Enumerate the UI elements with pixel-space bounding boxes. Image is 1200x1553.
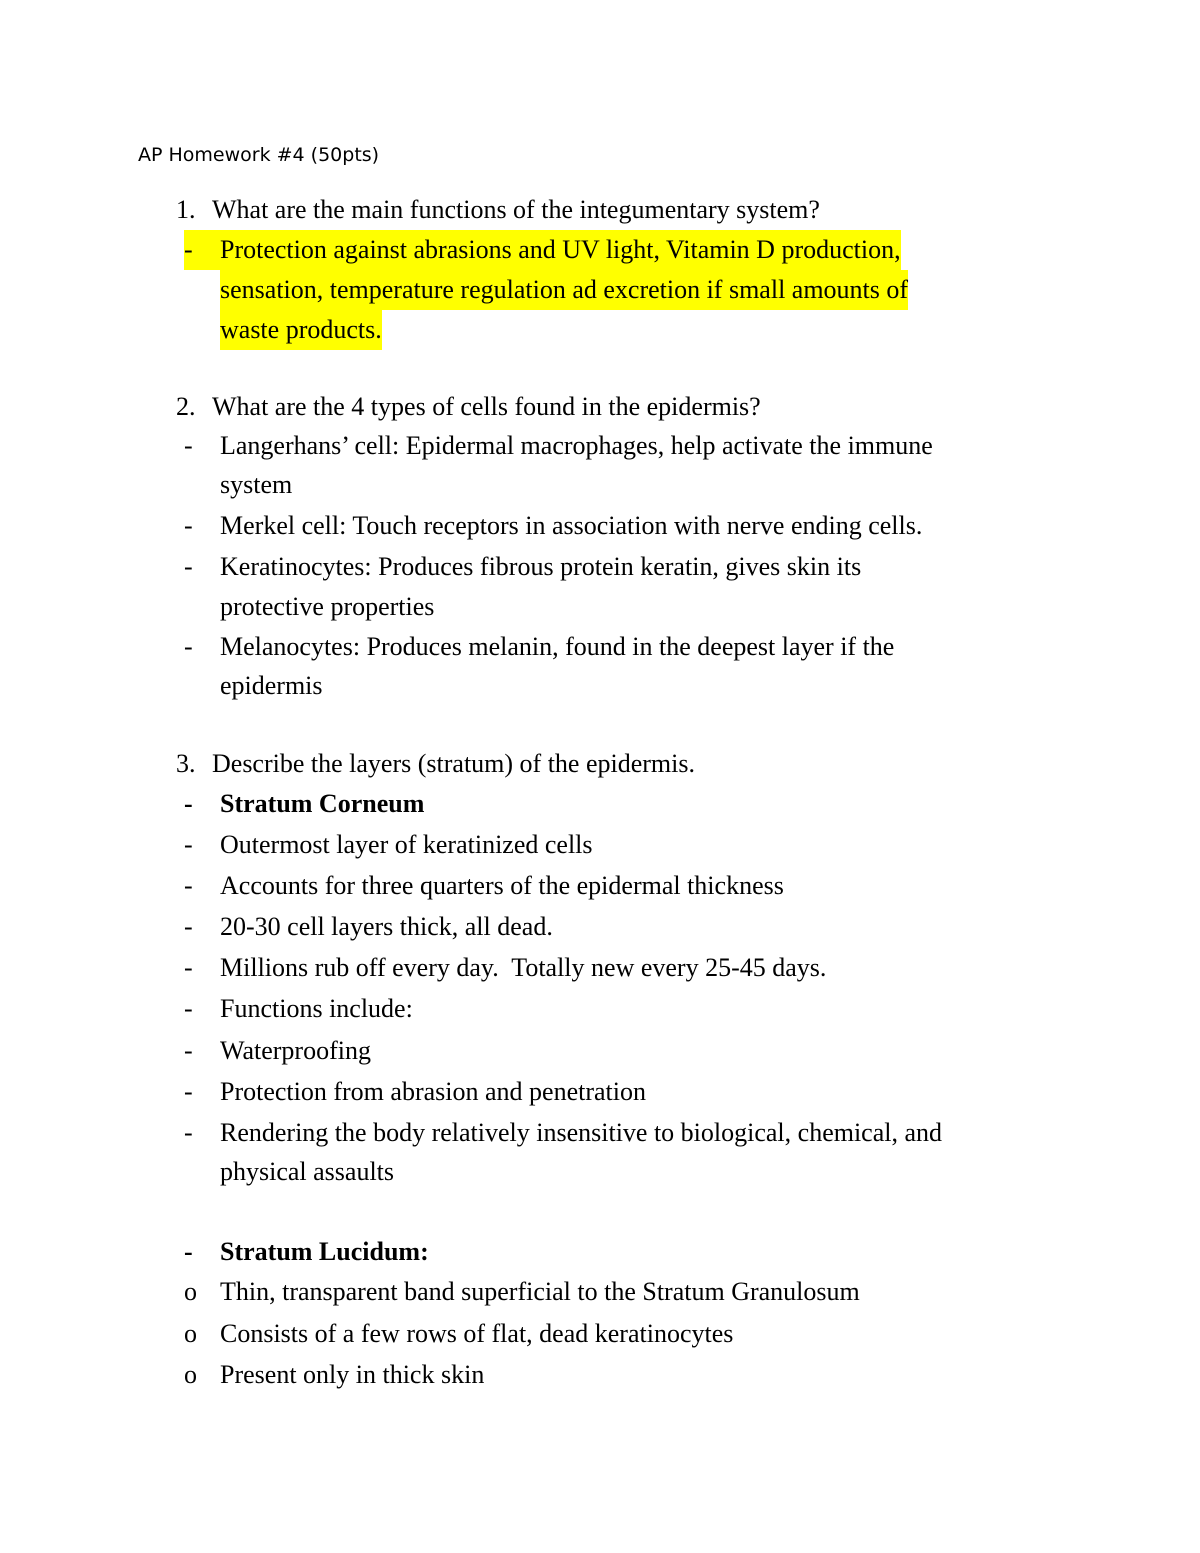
dash-marker: - xyxy=(184,1077,193,1106)
list-item-text: Thin, transparent band superficial to the Stratum Granulosum xyxy=(220,1277,860,1306)
question-text: What are the 4 types of cells found in the epidermis? xyxy=(212,392,761,421)
section-heading: Stratum Corneum xyxy=(220,789,425,818)
dash-marker: - xyxy=(184,552,193,581)
list-item-text: Protection from abrasion and penetration xyxy=(220,1077,646,1106)
list-item-text: Accounts for three quarters of the epidermal thickness xyxy=(220,871,784,900)
list-item-text: Outermost layer of keratinized cells xyxy=(220,830,593,859)
list-item-text: Keratinocytes: Produces fibrous protein keratin, gives skin its xyxy=(220,552,862,581)
bullet-marker: o xyxy=(184,1277,197,1306)
answer-text: Protection against abrasions and UV light, Vitamin D production, xyxy=(220,230,901,270)
question-text: What are the main functions of the integumentary system? xyxy=(212,195,820,224)
question-number: 3. xyxy=(176,749,196,778)
dash-marker: - xyxy=(184,994,193,1023)
bullet-marker: o xyxy=(184,1319,197,1348)
list-item-text: Rendering the body relatively insensitive to biological, chemical, and xyxy=(220,1118,943,1147)
dash-marker: - xyxy=(184,1118,193,1147)
list-item-text: Langerhans’ cell: Epidermal macrophages, help activate the immune xyxy=(220,431,933,460)
list-item-text: Melanocytes: Produces melanin, found in the deepest layer if the xyxy=(220,632,895,661)
dash-marker: - xyxy=(184,1237,193,1266)
list-item-text: Functions include: xyxy=(220,994,413,1023)
dash-marker: - xyxy=(184,912,193,941)
dash-marker: - xyxy=(184,789,193,818)
question-number: 1. xyxy=(176,195,196,224)
page-header: AP Homework #4 (50pts) xyxy=(138,144,380,166)
list-item-text: Millions rub off every day. Totally new every 25-45 days. xyxy=(220,953,827,982)
dash-marker: - xyxy=(184,632,193,661)
list-item-text: Consists of a few rows of flat, dead keratinocytes xyxy=(220,1319,734,1348)
answer-text: sensation, temperature regulation ad excretion if small amounts of xyxy=(220,270,908,310)
answer-text: waste products. xyxy=(220,310,382,350)
section-heading: Stratum Lucidum: xyxy=(220,1237,429,1266)
list-item-text: 20-30 cell layers thick, all dead. xyxy=(220,912,553,941)
dash-marker: - xyxy=(184,511,193,540)
list-item-text: protective properties xyxy=(220,592,435,621)
dash-marker: - xyxy=(184,953,193,982)
list-item-text: Waterproofing xyxy=(220,1036,371,1065)
list-item-text: system xyxy=(220,470,293,499)
dash-marker: - xyxy=(184,830,193,859)
question-number: 2. xyxy=(176,392,196,421)
dash-marker: - xyxy=(184,230,220,270)
list-item-text: Merkel cell: Touch receptors in association with nerve ending cells. xyxy=(220,511,923,540)
list-item-text: Present only in thick skin xyxy=(220,1360,485,1389)
bullet-marker: o xyxy=(184,1360,197,1389)
question-text: Describe the layers (stratum) of the epidermis. xyxy=(212,749,695,778)
dash-marker: - xyxy=(184,871,193,900)
list-item-text: epidermis xyxy=(220,671,323,700)
dash-marker: - xyxy=(184,431,193,460)
list-item-text: physical assaults xyxy=(220,1157,395,1186)
dash-marker: - xyxy=(184,1036,193,1065)
